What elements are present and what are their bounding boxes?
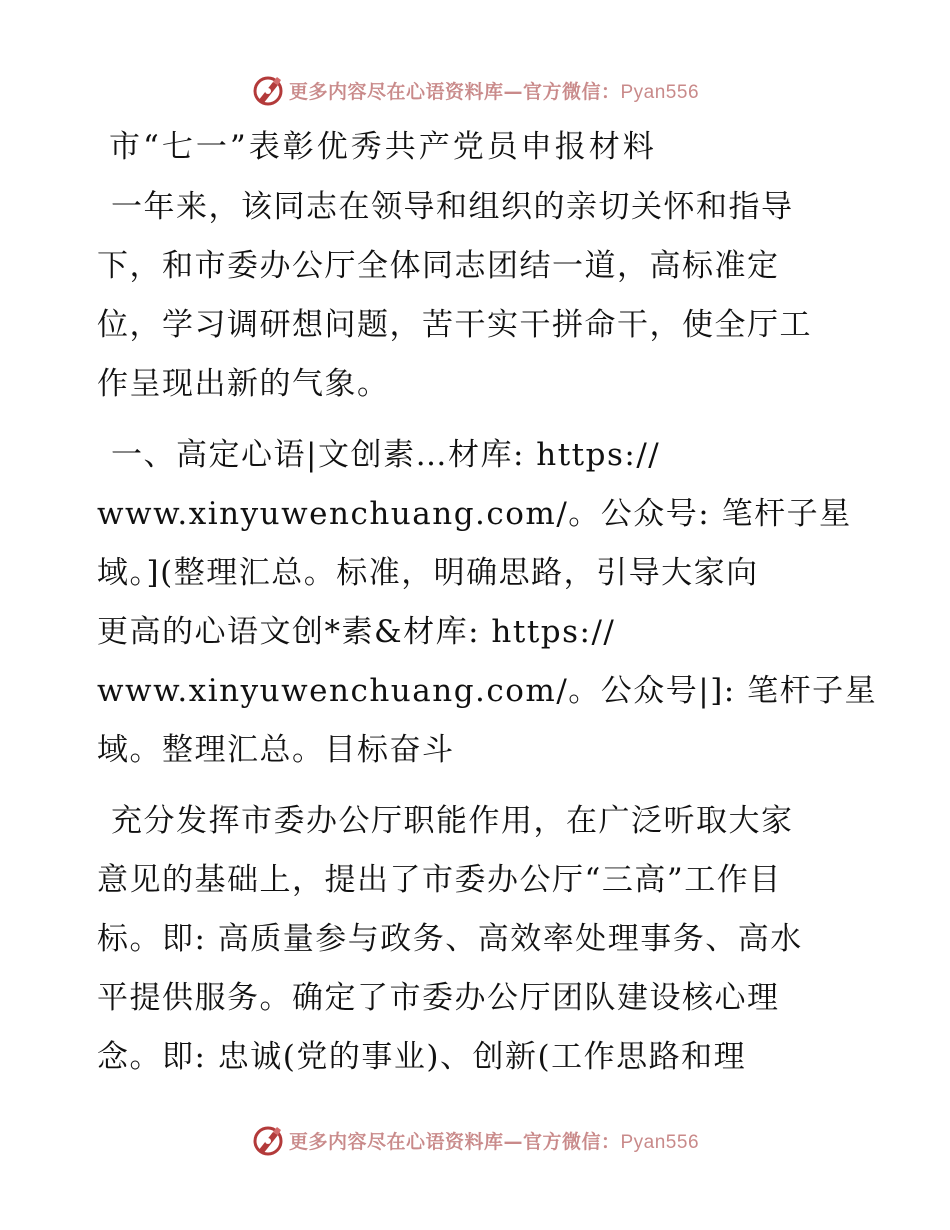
paragraph-line: www.xinyuwenchuang.com/。公众号|]: 笔杆子星: [97, 673, 878, 709]
paragraph-line: 一年来，该同志在领导和组织的亲切关怀和指导: [111, 189, 794, 225]
paragraph-line: 位，学习调研想问题，苦干实干拼命干，使全厅工: [97, 307, 812, 343]
paragraph-section-one: [97, 426, 878, 780]
paragraph-line: 念。即: 忠诚(党的事业)、创新(工作思路和理: [97, 1039, 747, 1075]
paragraph-line: 作呈现出新的气象。: [97, 366, 390, 402]
banner-separator: —: [503, 1130, 523, 1153]
banner-wechat-id: Pyan556: [620, 1131, 700, 1153]
paragraph-line: www.xinyuwenchuang.com/。公众号: 笔杆子星: [97, 496, 852, 532]
pen-logo-icon: [251, 73, 285, 107]
banner-text: [289, 1127, 699, 1154]
paragraph-intro: [97, 178, 857, 414]
banner-official-label: 官方微信：: [522, 80, 621, 103]
document-title: 市“七一”表彰优秀共产党员申报材料: [109, 129, 657, 165]
banner-wechat-id: Pyan556: [620, 81, 700, 103]
footer-banner: [0, 1118, 950, 1162]
banner-text: [289, 77, 699, 104]
banner-brand: 更多内容尽在心语资料库: [288, 80, 504, 103]
document-body: [97, 124, 878, 1099]
paragraph-line: 平提供服务。确定了市委办公厅团队建设核心理: [97, 980, 780, 1016]
paragraph-line: 下，和市委办公厅全体同志团结一道，高标准定: [97, 248, 780, 284]
paragraph-line: 充分发挥市委办公厅职能作用，在广泛听取大家: [111, 803, 794, 839]
paragraph-line: 标。即: 高质量参与政务、高效率处理事务、高水: [97, 921, 803, 957]
paragraph-line: 域。整理汇总。目标奋斗: [97, 732, 455, 768]
pen-logo-icon: [251, 1123, 285, 1157]
paragraph-goals: [97, 792, 857, 1087]
banner-separator: —: [503, 80, 523, 103]
paragraph-line: 意见的基础上，提出了市委办公厅“三高”工作目: [97, 862, 782, 898]
banner-official-label: 官方微信：: [522, 1130, 621, 1153]
paragraph-line: 域。](整理汇总。标准，明确思路，引导大家向: [97, 555, 759, 591]
header-banner: [0, 68, 950, 112]
paragraph-line: 更高的心语文创*素&材库: https://: [97, 614, 616, 650]
banner-brand: 更多内容尽在心语资料库: [288, 1130, 504, 1153]
paragraph-line: 一、高定心语|文创素…材库: https://: [111, 437, 661, 473]
